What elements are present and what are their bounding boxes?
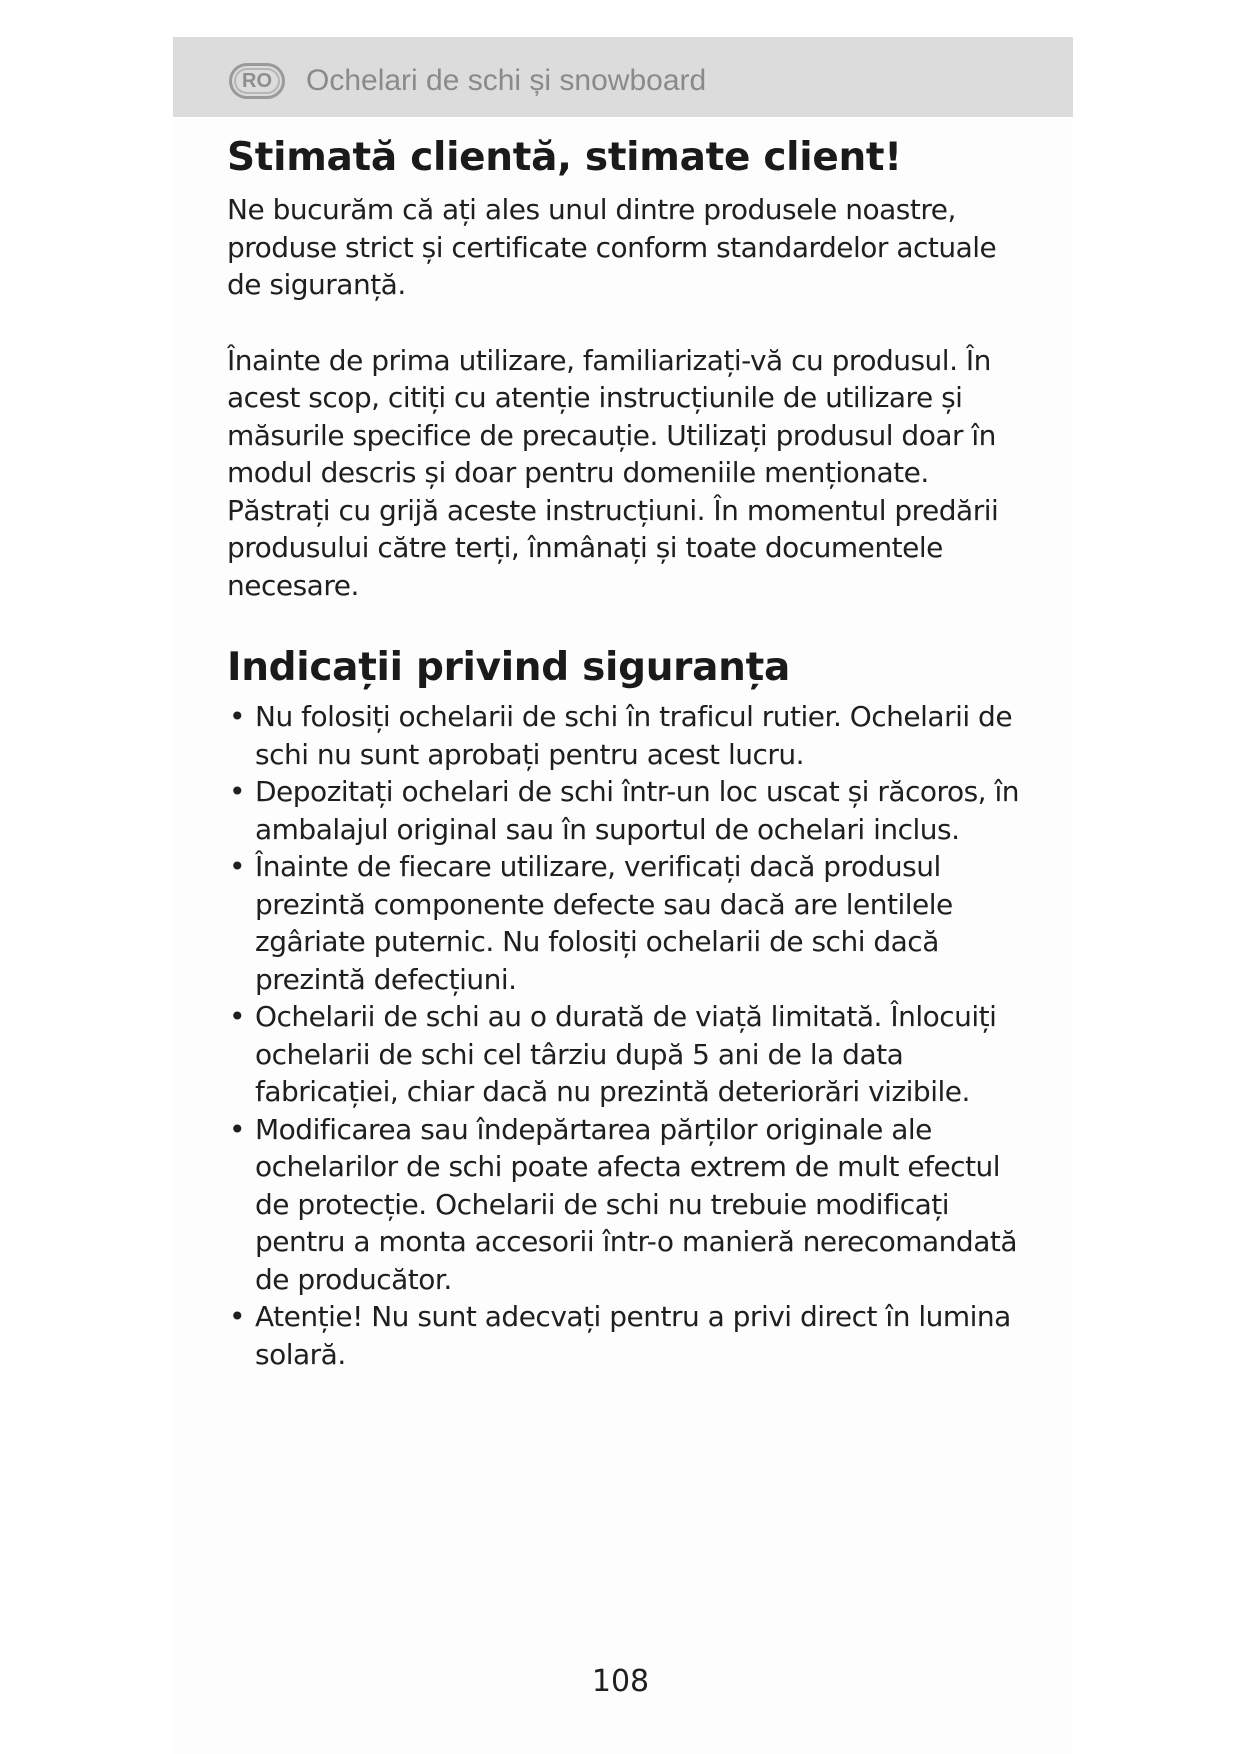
bullet-icon: • [229,1300,246,1333]
usage-paragraph: Înainte de prima utilizare, familiarizați-vă cu produsul. În acest scop, citiți cu atenție instrucțiunile de utilizare și măsurile specifice de precauție. Utilizați produsul doar în modul descris și doar pentru domeniile menționate. Păstrați cu grijă aceste instrucțiuni. În momentul predării produsului către terți, înmânați și toate documentele necesare. [227,343,999,602]
safety-item [227,998,1027,1111]
bullet-icon: • [229,1112,246,1146]
greeting-heading: Stimată clientă, stimate client! [227,135,902,180]
safety-item-text: Ochelarii de schi au o durată de viață limitată. Înlocuiți ochelarii de schi cel târziu după 5 ani de la data fabricației, chiar dacă nu prezintă deteriorări vizibile. [255,1000,997,1108]
safety-heading: Indicații privind siguranța [227,645,790,690]
safety-item [227,848,1027,998]
main-content [227,128,1027,1373]
safety-item-text: Nu folosiți ochelarii de schi în traficul rutier. Ochelarii de schi nu sunt aprobați pentru acest lucru. [255,700,1013,771]
bullet-icon: • [229,850,246,883]
safety-item-text: Modificarea sau îndepărtarea părților originale ale ochelarilor de schi poate afecta extrem de mult efectul de protecție. Ochelarii de schi nu trebuie modificați pentru a monta accesorii într-o manieră nerecomandată de producător. [255,1112,1017,1296]
page-number: 108 [591,1664,650,1699]
safety-item-text: Atenție! Nu sunt adecvați pentru a privi direct în lumina solară. [255,1300,1011,1371]
safety-list [227,698,1027,1373]
language-badge: RO [229,63,285,99]
bullet-icon: • [229,700,246,733]
bullet-icon: • [229,775,246,808]
bullet-icon: • [229,1000,246,1033]
safety-item-text: Depozitați ochelari de schi într-un loc uscat și răcoros, în ambalajul original sau în suportul de ochelari inclus. [255,775,1019,846]
safety-item-text: Înainte de fiecare utilizare, verificați dacă produsul prezintă componente defecte sau dacă are lentilele zgâriate puternic. Nu folosiți ochelarii de schi dacă prezintă defecțiuni. [255,850,953,996]
safety-item [227,698,1027,773]
header-title: Ochelari de schi și snowboard [306,64,707,97]
safety-item [227,1111,1027,1299]
safety-item [227,1298,1027,1373]
intro-paragraph: Ne bucurăm că ați ales unul dintre produsele noastre, produse strict și certificate conform standardelor actuale de siguranță. [227,193,997,301]
safety-item [227,773,1027,848]
